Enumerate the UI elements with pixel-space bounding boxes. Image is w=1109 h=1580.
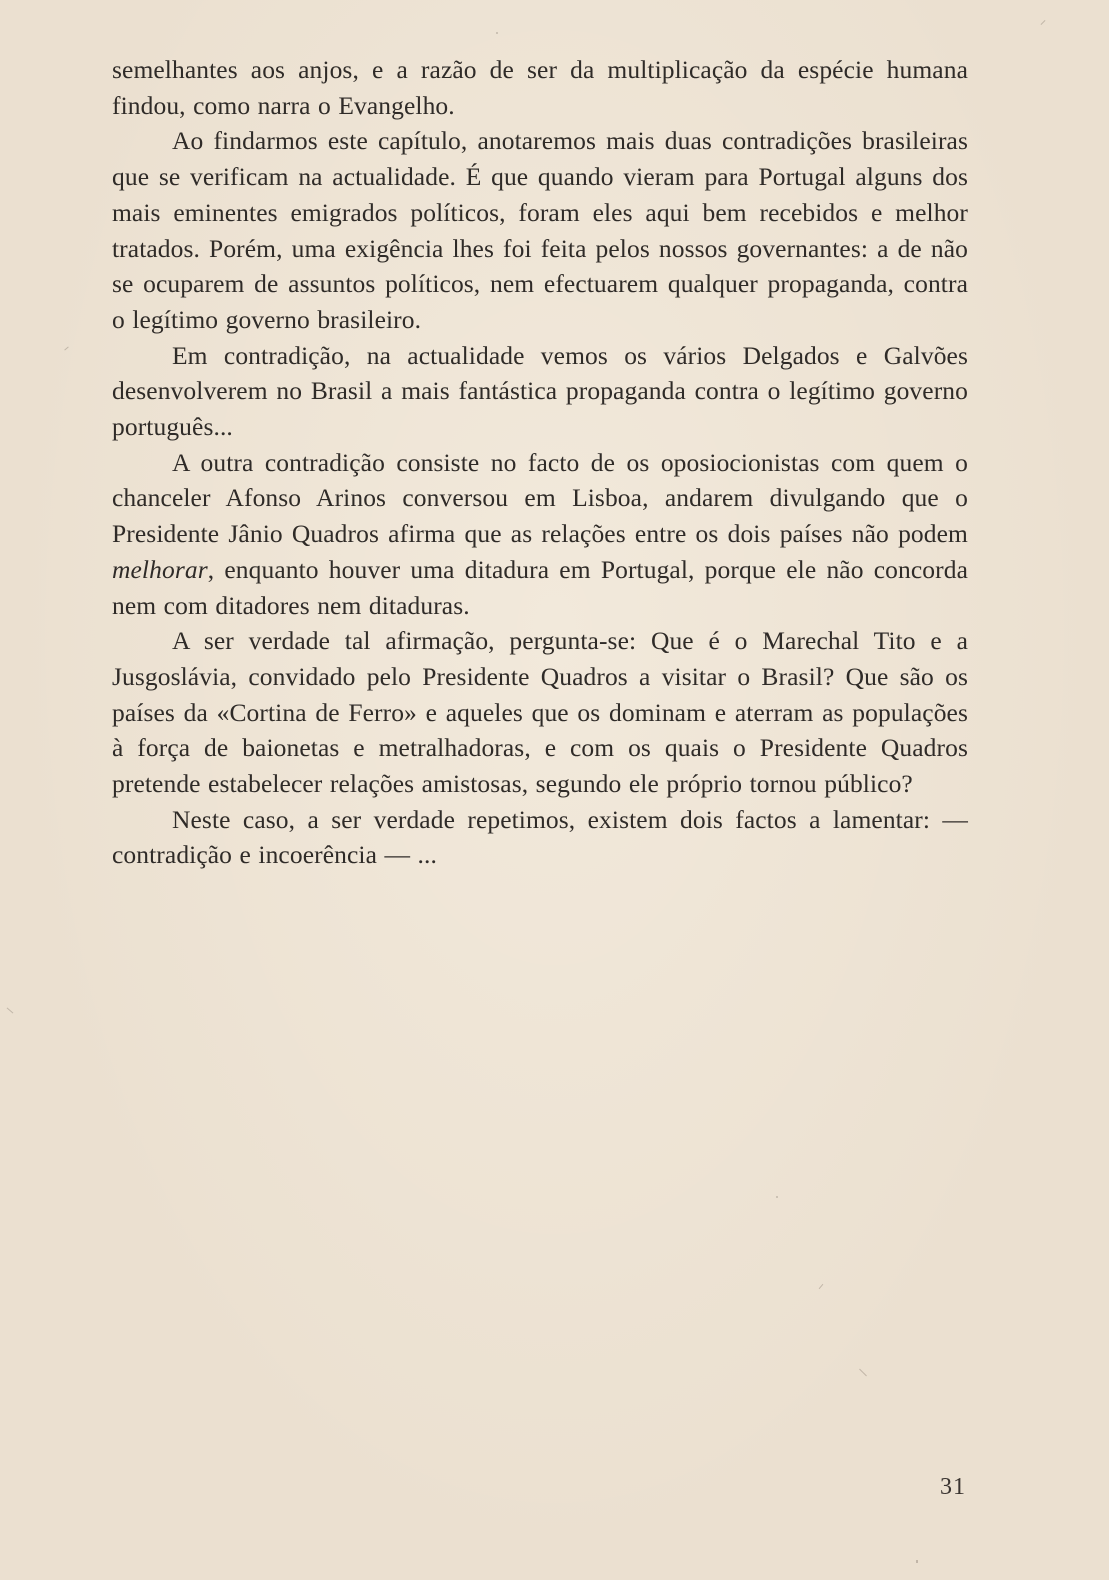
paragraph <box>112 52 968 123</box>
paper-speck <box>916 1560 918 1563</box>
italic-text-segment: melhorar <box>112 554 208 584</box>
paper-speck <box>776 1196 778 1198</box>
paper-speck <box>7 1008 14 1014</box>
body-text <box>112 52 968 873</box>
text-segment: A ser verdade tal afirmação, pergunta-se: Que é o Marechal Tito e a Jusgoslávia, convidado pelo Presidente Quadros a visitar o Brasil? Que são os países da «Cortina de Ferro» e aqueles que os dominam e aterram as populações à força de baionetas e metralhadoras, e com os quais o Presidente Quadros pretende estabelecer relações amistosas, segundo ele próprio tornou público? <box>112 626 968 799</box>
text-segment: , enquanto houver uma ditadura em Portugal, porque ele não concorda nem com ditadores nem ditaduras. <box>112 554 968 620</box>
paper-speck <box>496 32 498 34</box>
text-segment: A outra contradição consiste no facto de os oposiocionistas com quem o chanceler Afonso Arinos conversou em Lisboa, andarem divulgando que o Presidente Jânio Quadros afirma que as relações entre os dois países não podem <box>112 447 968 549</box>
paragraph <box>112 123 968 337</box>
paragraph <box>112 802 968 873</box>
paragraph <box>112 623 968 802</box>
page-number: 31 <box>940 1474 966 1500</box>
text-segment: Ao findarmos este capítulo, anotaremos mais duas contradições brasileiras que se verificam na actualidade. É que quando vieram para Portugal alguns dos mais eminentes emigrados políticos, foram eles aqui bem recebidos e melhor tratados. Porém, uma exigência lhes foi feita pelos nossos governantes: a de não se ocuparem de assuntos políticos, nem efectuarem qualquer propaganda, contra o legítimo governo brasileiro. <box>112 126 968 334</box>
text-segment: semelhantes aos anjos, e a razão de ser da multiplicação da espécie humana findou, como narra o Evangelho. <box>112 55 968 120</box>
text-segment: Neste caso, a ser verdade repetimos, existem dois factos a lamentar: — contradição e incoerência — ... <box>112 804 968 870</box>
paragraph <box>112 445 968 624</box>
paper-speck <box>1041 20 1046 25</box>
paper-speck <box>64 347 68 351</box>
paper-speck <box>859 1369 867 1377</box>
paper-speck <box>819 1284 824 1289</box>
text-segment: Em contradição, na actualidade vemos os vários Delgados e Galvões desenvolverem no Brasil a mais fantástica propaganda contra o legítimo governo português... <box>112 340 968 442</box>
paragraph <box>112 338 968 445</box>
